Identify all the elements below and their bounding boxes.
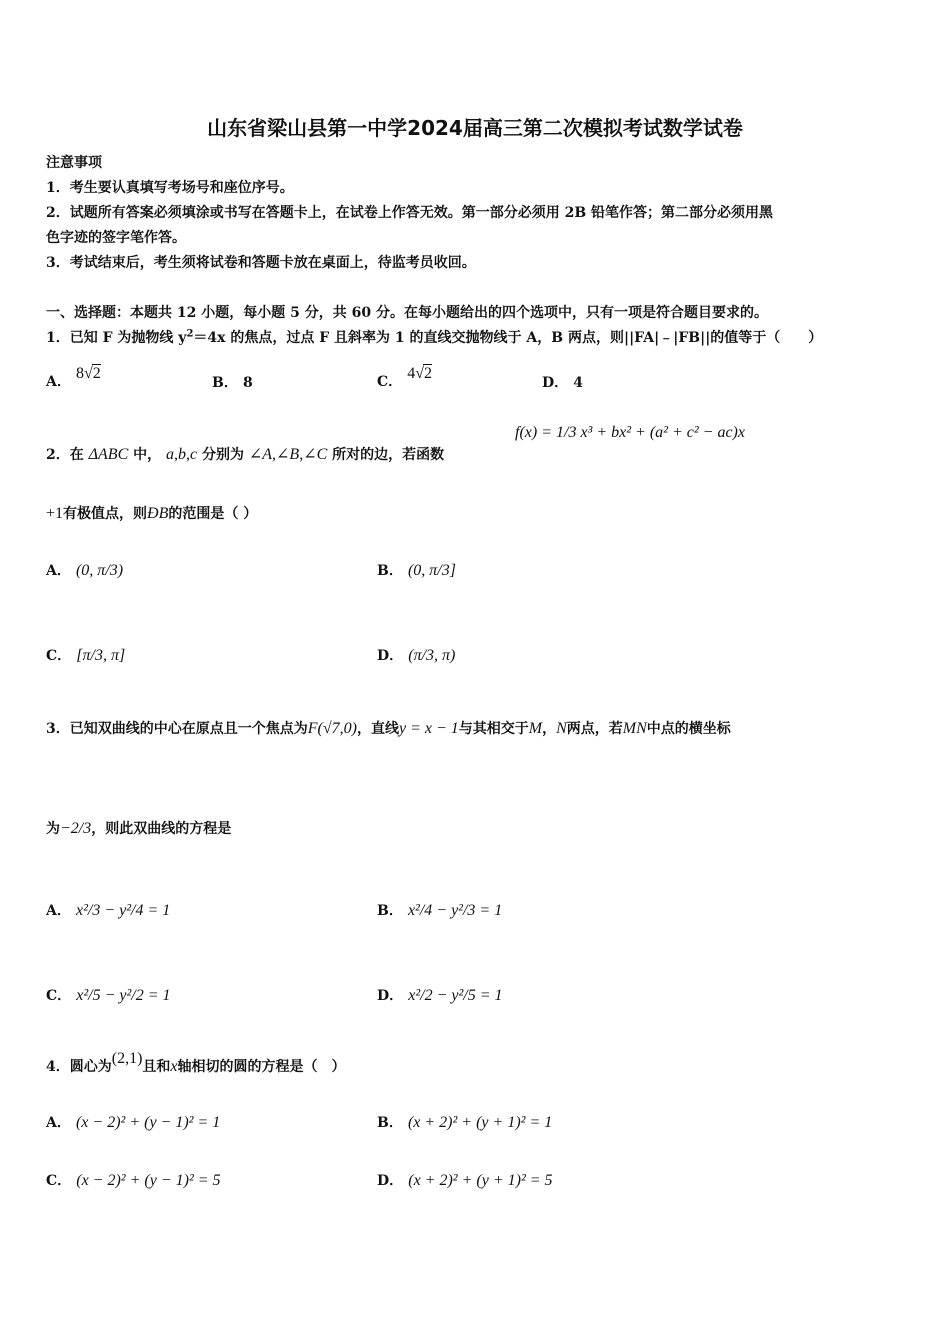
option-label: C． <box>46 988 72 1004</box>
q4-option-d[interactable] <box>377 1170 553 1190</box>
q1-d-value: 4 <box>573 375 583 391</box>
q1-stem-part1: 1．已知 F 为抛物线 y <box>46 330 187 346</box>
question-1-stem <box>46 327 822 347</box>
option-label: B． <box>212 375 238 391</box>
q1-option-d[interactable] <box>542 372 583 392</box>
q3-d-value: x²/2 − y²/5 = 1 <box>408 987 503 1004</box>
sides-abc: a,b,c <box>165 446 198 463</box>
midpoint-x-value: −2/3 <box>60 820 92 837</box>
notice-heading: 注意事项 <box>46 155 102 171</box>
option-label: D． <box>377 648 404 664</box>
x-axis-var: x <box>170 1058 178 1075</box>
notice-item-2: 2．试题所有答案必须填涂或书写在答题卡上，在试卷上作答无效。第一部分必须用 2B 铅笔作答；第二部分必须用黑 <box>46 205 774 221</box>
q1-option-c[interactable] <box>377 363 433 390</box>
option-label: B． <box>377 1115 403 1131</box>
q4-option-c[interactable] <box>46 1170 221 1190</box>
notice-item-2-cont: 色字迹的签字笔作答。 <box>46 230 186 246</box>
question-3-stem: 3．已知双曲线的中心在原点且一个焦点为F(√7,0)，直线y = x − 1与其相交于M，N两点，若MN中点的横坐标 <box>46 720 731 737</box>
q2-d-value: (π/3, π) <box>408 647 456 664</box>
option-label: A． <box>46 374 71 390</box>
q3-c-value: x²/5 − y²/2 = 1 <box>76 987 171 1004</box>
q2-option-a[interactable] <box>46 560 123 580</box>
q4-option-a[interactable] <box>46 1112 220 1132</box>
q2-option-d[interactable] <box>377 645 455 665</box>
option-label: C． <box>46 1173 72 1189</box>
segment-mn: MN <box>622 720 647 737</box>
circle-center: (2,1) <box>111 1050 143 1067</box>
q3-a-value: x²/3 − y²/4 = 1 <box>75 902 171 919</box>
triangle-abc: ΔABC <box>88 446 129 463</box>
option-label: C． <box>46 648 72 664</box>
q2-b-value: (0, π/3] <box>407 562 456 579</box>
q1-option-b[interactable] <box>212 372 253 392</box>
radical-sign: √ <box>415 365 425 382</box>
q4-c-value: (x − 2)² + (y − 1)² = 5 <box>76 1172 221 1189</box>
q3-option-a[interactable] <box>46 900 170 920</box>
option-label: A． <box>46 1115 71 1131</box>
q1-stem-sup: 2 <box>186 328 194 340</box>
q3-b-value: x²/4 − y²/3 = 1 <box>407 902 503 919</box>
q1-a-value: 8√2 <box>75 365 101 382</box>
page-title: 山东省梁山县第一中学2024届高三第二次模拟考试数学试卷 <box>207 116 743 140</box>
q4-a-value: (x − 2)² + (y − 1)² = 1 <box>75 1114 221 1131</box>
option-label: D． <box>377 988 404 1004</box>
focus-point: F(√7,0) <box>307 720 357 737</box>
option-label: B． <box>377 903 403 919</box>
q4-option-b[interactable] <box>377 1112 552 1132</box>
q2-c-value: [π/3, π] <box>76 647 126 664</box>
option-label: A． <box>46 563 71 579</box>
q4-d-value: (x + 2)² + (y + 1)² = 5 <box>408 1172 553 1189</box>
section-header: 一、选择题：本题共 12 小题，每小题 5 分，共 60 分。在每小题给出的四个选项中，只有一项是符合题目要求的。 <box>46 305 768 321</box>
notice-item-3: 3．考试结束后，考生须将试卷和答题卡放在桌面上，待监考员收回。 <box>46 255 476 271</box>
q3-option-b[interactable] <box>377 900 502 920</box>
question-2-stem-cont: +1有极值点，则ÐB的范围是（ ） <box>46 505 258 522</box>
q3-option-c[interactable] <box>46 985 171 1005</box>
q1-c-value: 4√2 <box>407 365 433 382</box>
question-4-stem: 4．圆心为(2,1)且和x轴相切的圆的方程是（ ） <box>46 1050 346 1075</box>
q4-b-value: (x + 2)² + (y + 1)² = 1 <box>407 1114 553 1131</box>
q1-option-a[interactable] <box>46 363 101 390</box>
q2-option-b[interactable] <box>377 560 456 580</box>
question-2-stem: 2．在 ΔABC 中， a,b,c 分别为 ∠A,∠B,∠C 所对的边，若函数 <box>46 446 445 463</box>
option-label: A． <box>46 903 71 919</box>
q2-a-value: (0, π/3) <box>75 562 124 579</box>
angles-abc: ∠A,∠B,∠C <box>248 446 328 463</box>
question-3-stem-cont: 为−2/3，则此双曲线的方程是 <box>46 820 232 837</box>
notice-item-1: 1．考生要认真填写考场号和座位序号。 <box>46 180 294 196</box>
radical-sign: √ <box>83 365 93 382</box>
point-n: N <box>556 720 567 737</box>
q2-option-c[interactable] <box>46 645 125 665</box>
option-label: D． <box>542 375 569 391</box>
option-label: B． <box>377 563 403 579</box>
option-label: D． <box>377 1173 404 1189</box>
q1-stem-part2: ＝4x 的焦点，过点 F 且斜率为 1 的直线交抛物线于 A，B 两点，则||FA|﹣|FB||的值等于（ ） <box>193 330 823 346</box>
line-equation: y = x − 1 <box>398 720 459 737</box>
q1-b-value: 8 <box>242 375 253 391</box>
function-expression: f(x) = 1/3 x³ + bx² + (a² + c² − ac)x <box>515 424 745 441</box>
q3-option-d[interactable] <box>377 985 503 1005</box>
point-m: M <box>528 720 543 737</box>
angle-b: ÐB <box>147 505 169 522</box>
option-label: C． <box>377 374 403 390</box>
